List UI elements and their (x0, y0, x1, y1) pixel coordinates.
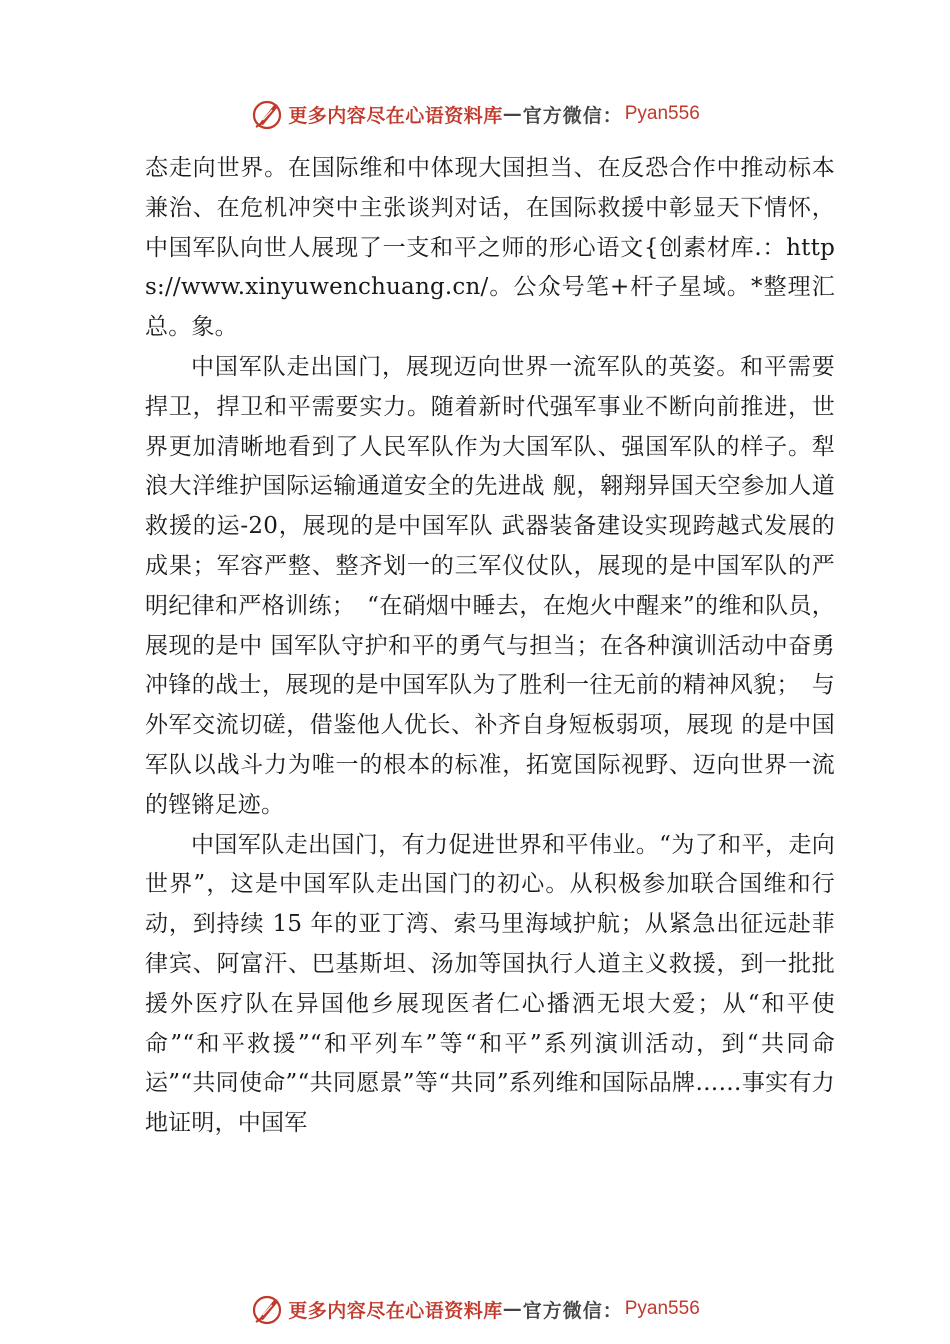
document-body (145, 149, 835, 1144)
footer-dash: — (502, 1298, 523, 1320)
header-brand-text: 更多内容尽在心语资料库 (288, 104, 503, 127)
footer-wechat-id: Pyan556 (624, 1298, 700, 1319)
header-wechat-id: Pyan556 (624, 103, 700, 124)
header-dash: — (502, 103, 523, 125)
paragraph-2: 中国军队走出国门，展现迈向世界一流军队的英姿。和平需要捍卫，捍卫和平需要实力。随着新时代强军事业不断向前推进，世界更加清晰地看到了人民军队作为大国军队、强国军队的样子。犁浪大洋维护国际运输通道安全的先进战 舰，翱翔异国天空参加人道救援的运-20，展现的是中国军队 武器装备建设实现跨越式发展的成果；军容严整、整齐划一的三军仪仗队，展现的是中国军队的严明纪律和严格训练； “在硝烟中睡去，在炮火中醒来”的维和队员，展现的是中 国军队守护和平的勇气与担当；在各种演训活动中奋勇冲锋的战士，展现的是中国军队为了胜利一往无前的精神风貌； 与外军交流切磋，借鉴他人优长、补齐自身短板弱项，展现 的是中国军队以战斗力为唯一的根本的标准，拓宽国际视野、迈向世界一流的铿锵足迹。 (145, 353, 835, 818)
footer-wechat-label: 官方微信： (522, 1299, 623, 1322)
paragraph-3: 中国军队走出国门，有力促进世界和平伟业。“为了和平，走向世界”，这是中国军队走出国门的初心。从积极参加联合国维和行动，到持续 15 年的亚丁湾、索马里海域护航；从紧急出征远赴菲律宾、阿富汗、巴基斯坦、汤加等国执行人道主义救援，到一批批援外医疗队在异国他乡展现医者仁心播洒无垠大爱；从“和平使命”“和平救援”“和平列车”等“和平”系列演训活动，到“共同命运”“共同使命”“共同愿景”等“共同”系列维和国际品牌……事实有力地证明，中国军 (145, 831, 835, 1137)
header-wechat-label: 官方微信： (522, 104, 623, 127)
quill-pen-logo-icon (250, 97, 284, 131)
paragraph-1: 态走向世界。在国际维和中体现大国担当、在反恐合作中推动标本兼治、在危机冲突中主张谈判对话，在国际救援中彰显天下情怀，中国军队向世人展现了一支和平之师的形心语文{创素材库.：https://www.xinyuwenchuang.cn/。公众号笔+杆子星域。*整理汇总。象。 (145, 155, 835, 341)
footer-banner (0, 1289, 950, 1329)
header-banner (0, 94, 950, 134)
quill-pen-logo-icon (250, 1292, 284, 1326)
footer-brand-text: 更多内容尽在心语资料库 (288, 1299, 503, 1322)
